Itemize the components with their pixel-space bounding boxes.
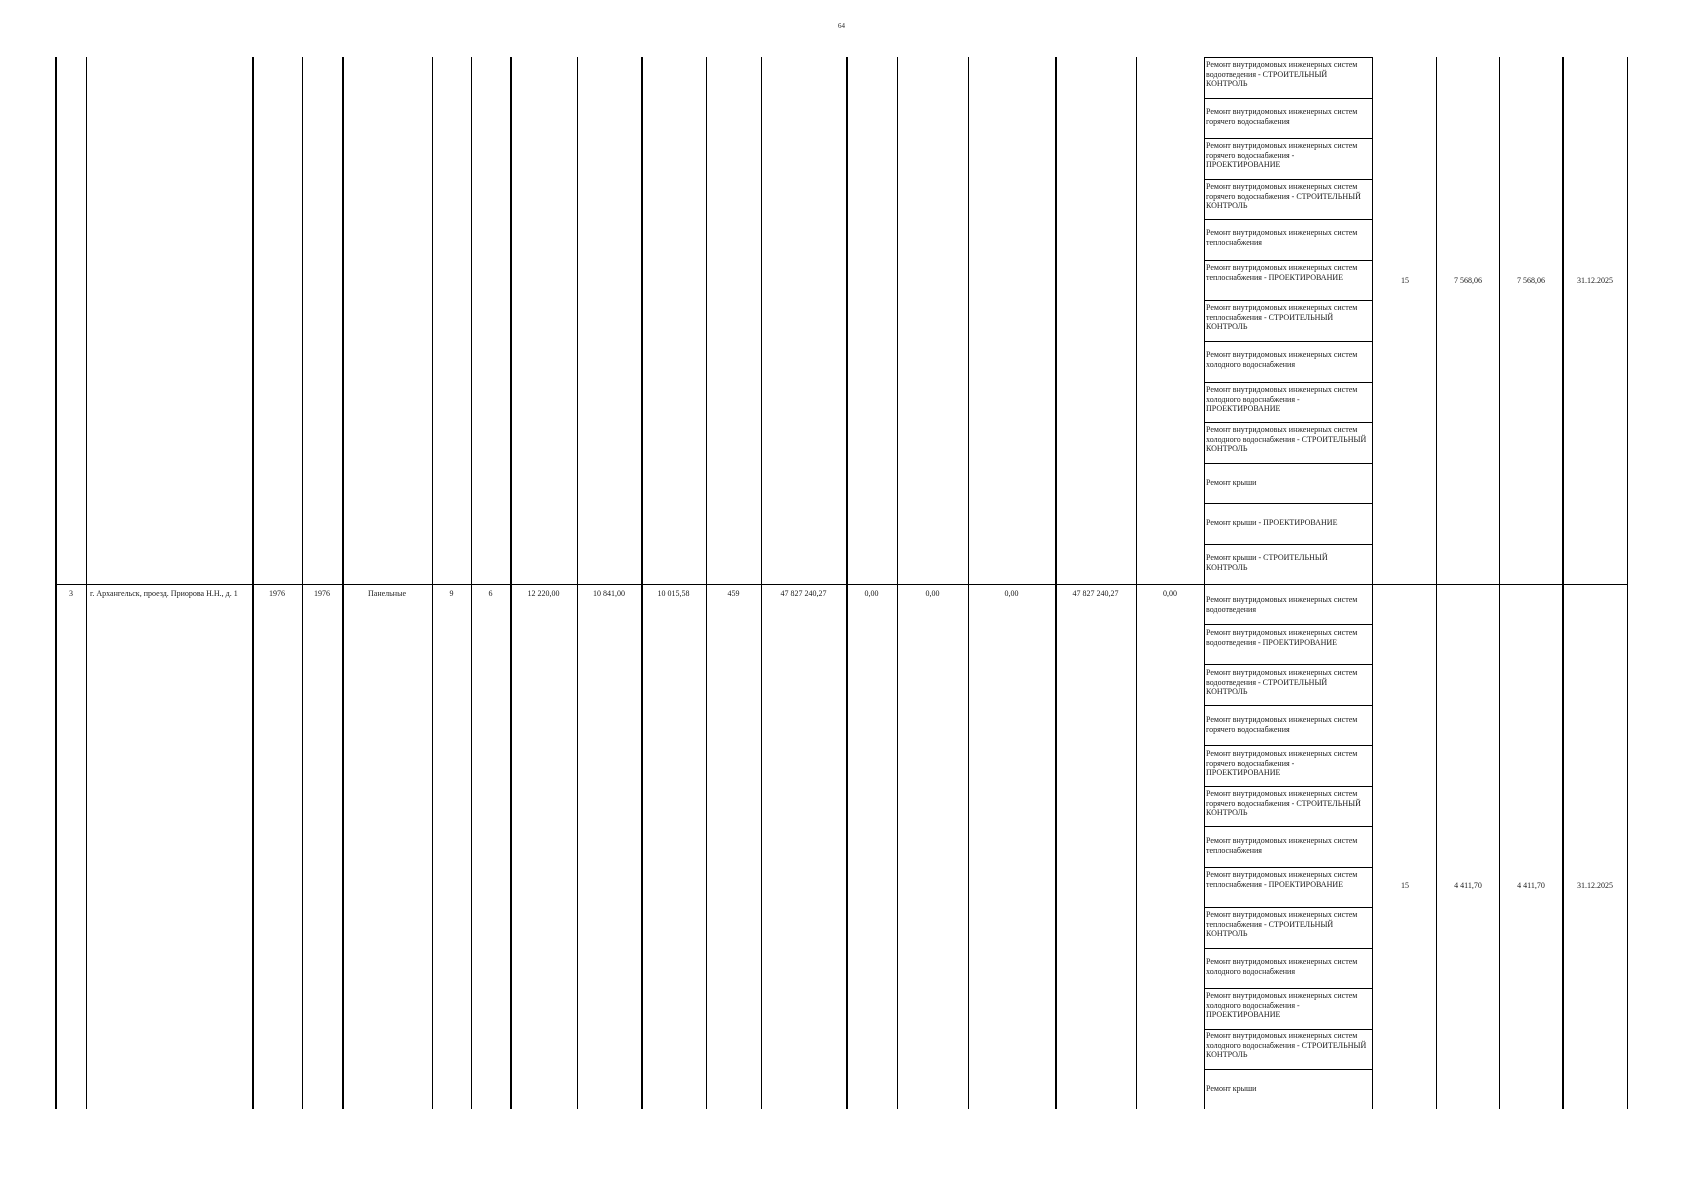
cell-border — [1204, 382, 1372, 383]
year-built: 1976 — [269, 589, 285, 598]
cell-border — [1204, 260, 1372, 261]
cell-border — [1204, 57, 1372, 58]
total-area: 12 220,00 — [527, 589, 560, 598]
cost-local: 0,00 — [1004, 589, 1019, 598]
grid-line — [1562, 57, 1564, 1109]
work-item: Ремонт внутридомовых инженерных систем водоотведения - ПРОЕКТИРОВАНИЕ — [1206, 628, 1358, 647]
work-item: Ремонт внутридомовых инженерных систем холодного водоснабжения — [1206, 350, 1358, 369]
address: г. Архангельск, проезд. Приорова Н.Н., д. 1 — [90, 589, 238, 598]
cell-border — [1204, 503, 1372, 504]
work-item: Ремонт внутридомовых инженерных систем холодного водоснабжения — [1206, 957, 1358, 976]
cell-border — [1204, 867, 1372, 868]
work-item: Ремонт внутридомовых инженерных систем водоотведения - СТРОИТЕЛЬНЫЙ КОНТРОЛЬ — [1206, 60, 1358, 88]
cell-border — [1204, 705, 1372, 706]
continuation-limit-per-sqm: 7 568,06 — [1517, 276, 1545, 285]
year-commissioning: 1976 — [314, 589, 330, 598]
work-item: Ремонт крыши — [1206, 1084, 1257, 1093]
grid-line — [968, 57, 969, 1109]
cell-border — [1204, 341, 1372, 342]
cell-border — [1204, 544, 1372, 545]
grid-line — [706, 57, 707, 1109]
work-item: Ремонт внутридомовых инженерных систем горячего водоснабжения - ПРОЕКТИРОВАНИЕ — [1206, 141, 1358, 169]
work-item: Ремонт внутридомовых инженерных систем теплоснабжения — [1206, 836, 1358, 855]
grid-line — [432, 57, 433, 1109]
work-item: Ремонт внутридомовых инженерных систем водоотведения — [1206, 595, 1358, 614]
cost-other: 0,00 — [1163, 589, 1177, 598]
grid-line — [1499, 57, 1500, 1109]
work-item: Ремонт внутридомовых инженерных систем теплоснабжения - ПРОЕКТИРОВАНИЕ — [1206, 870, 1358, 889]
floors: 9 — [449, 589, 454, 598]
wall-material: Панельные — [367, 589, 406, 598]
cell-border — [1204, 1069, 1372, 1070]
area-residential: 10 015,58 — [657, 589, 690, 598]
cell-border — [1204, 826, 1372, 827]
grid-line — [641, 57, 643, 1109]
work-item: Ремонт внутридомовых инженерных систем холодного водоснабжения - ПРОЕКТИРОВАНИЕ — [1206, 385, 1358, 413]
area-premises: 10 841,00 — [593, 589, 625, 598]
grid-line — [761, 57, 762, 1109]
cost-regional: 0,00 — [925, 589, 940, 598]
cell-border — [1204, 988, 1372, 989]
grid-line — [252, 57, 254, 1109]
cell-border — [1204, 300, 1372, 301]
cost-owners: 47 827 240,27 — [1072, 589, 1119, 598]
grid-line — [577, 57, 578, 1109]
cell-border — [1204, 98, 1372, 99]
work-item: Ремонт внутридомовых инженерных систем горячего водоснабжения - ПРОЕКТИРОВАНИЕ — [1206, 749, 1358, 777]
cell-border — [1204, 664, 1372, 665]
work-item: Ремонт внутридомовых инженерных систем горячего водоснабжения — [1206, 715, 1358, 734]
work-item: Ремонт внутридомовых инженерных систем теплоснабжения - СТРОИТЕЛЬНЫЙ КОНТРОЛЬ — [1206, 303, 1358, 331]
cell-border — [1204, 624, 1372, 625]
grid-line — [55, 57, 57, 1109]
cost-federal: 0,00 — [864, 589, 879, 598]
cell-border — [1204, 786, 1372, 787]
grid-line — [1436, 57, 1437, 1109]
continuation-deadline: 31.12.2025 — [1577, 276, 1613, 285]
row3-term: 15 — [1401, 881, 1409, 890]
work-item: Ремонт внутридомовых инженерных систем горячего водоснабжения — [1206, 107, 1358, 126]
work-item: Ремонт внутридомовых инженерных систем теплоснабжения - ПРОЕКТИРОВАНИЕ — [1206, 263, 1358, 282]
cell-border — [1204, 422, 1372, 423]
work-item: Ремонт внутридомовых инженерных систем холодного водоснабжения - СТРОИТЕЛЬНЫЙ КОНТРОЛЬ — [1206, 425, 1367, 453]
work-item: Ремонт крыши - ПРОЕКТИРОВАНИЕ — [1206, 518, 1338, 527]
row3-limit-per-sqm: 4 411,70 — [1517, 881, 1545, 890]
grid-line — [302, 57, 303, 1109]
work-item: Ремонт внутридомовых инженерных систем горячего водоснабжения - СТРОИТЕЛЬНЫЙ КОНТРОЛЬ — [1206, 182, 1361, 210]
grid-line — [897, 57, 898, 1109]
grid-line — [846, 57, 848, 1109]
grid-line — [86, 57, 87, 1109]
cell-border — [1204, 907, 1372, 908]
work-item: Ремонт внутридомовых инженерных систем холодного водоснабжения - ПРОЕКТИРОВАНИЕ — [1206, 991, 1358, 1019]
page-number: 64 — [838, 22, 845, 30]
grid-line — [1372, 57, 1373, 1109]
residents: 459 — [727, 589, 740, 598]
cell-border — [1204, 745, 1372, 746]
grid-line — [1204, 57, 1205, 1109]
entrances: 6 — [488, 589, 493, 598]
row-divider — [55, 584, 1627, 585]
grid-line — [1627, 57, 1628, 1109]
row-number: 3 — [69, 589, 73, 598]
work-item: Ремонт крыши — [1206, 478, 1257, 487]
cell-border — [1204, 948, 1372, 949]
work-item: Ремонт внутридомовых инженерных систем теплоснабжения - СТРОИТЕЛЬНЫЙ КОНТРОЛЬ — [1206, 910, 1358, 938]
cell-border — [1204, 219, 1372, 220]
row3-deadline: 31.12.2025 — [1577, 881, 1613, 890]
work-item: Ремонт внутридомовых инженерных систем горячего водоснабжения - СТРОИТЕЛЬНЫЙ КОНТРОЛЬ — [1206, 789, 1361, 817]
continuation-cost-per-sqm: 7 568,06 — [1454, 276, 1482, 285]
grid-line — [342, 57, 344, 1109]
work-item: Ремонт крыши - СТРОИТЕЛЬНЫЙ КОНТРОЛЬ — [1206, 553, 1328, 572]
cell-border — [1204, 179, 1372, 180]
grid-line — [471, 57, 472, 1109]
cost-total: 47 827 240,27 — [780, 589, 827, 598]
continuation-term: 15 — [1401, 276, 1409, 285]
grid-line — [1136, 57, 1137, 1109]
cell-border — [1204, 1029, 1372, 1030]
cell-border — [1204, 463, 1372, 464]
work-item: Ремонт внутридомовых инженерных систем водоотведения - СТРОИТЕЛЬНЫЙ КОНТРОЛЬ — [1206, 668, 1358, 696]
grid-line — [510, 57, 512, 1109]
work-item: Ремонт внутридомовых инженерных систем теплоснабжения — [1206, 228, 1358, 247]
work-item: Ремонт внутридомовых инженерных систем холодного водоснабжения - СТРОИТЕЛЬНЫЙ КОНТРОЛЬ — [1206, 1031, 1367, 1059]
grid-line — [1055, 57, 1057, 1109]
cell-border — [1204, 138, 1372, 139]
row3-cost-per-sqm: 4 411,70 — [1454, 881, 1482, 890]
